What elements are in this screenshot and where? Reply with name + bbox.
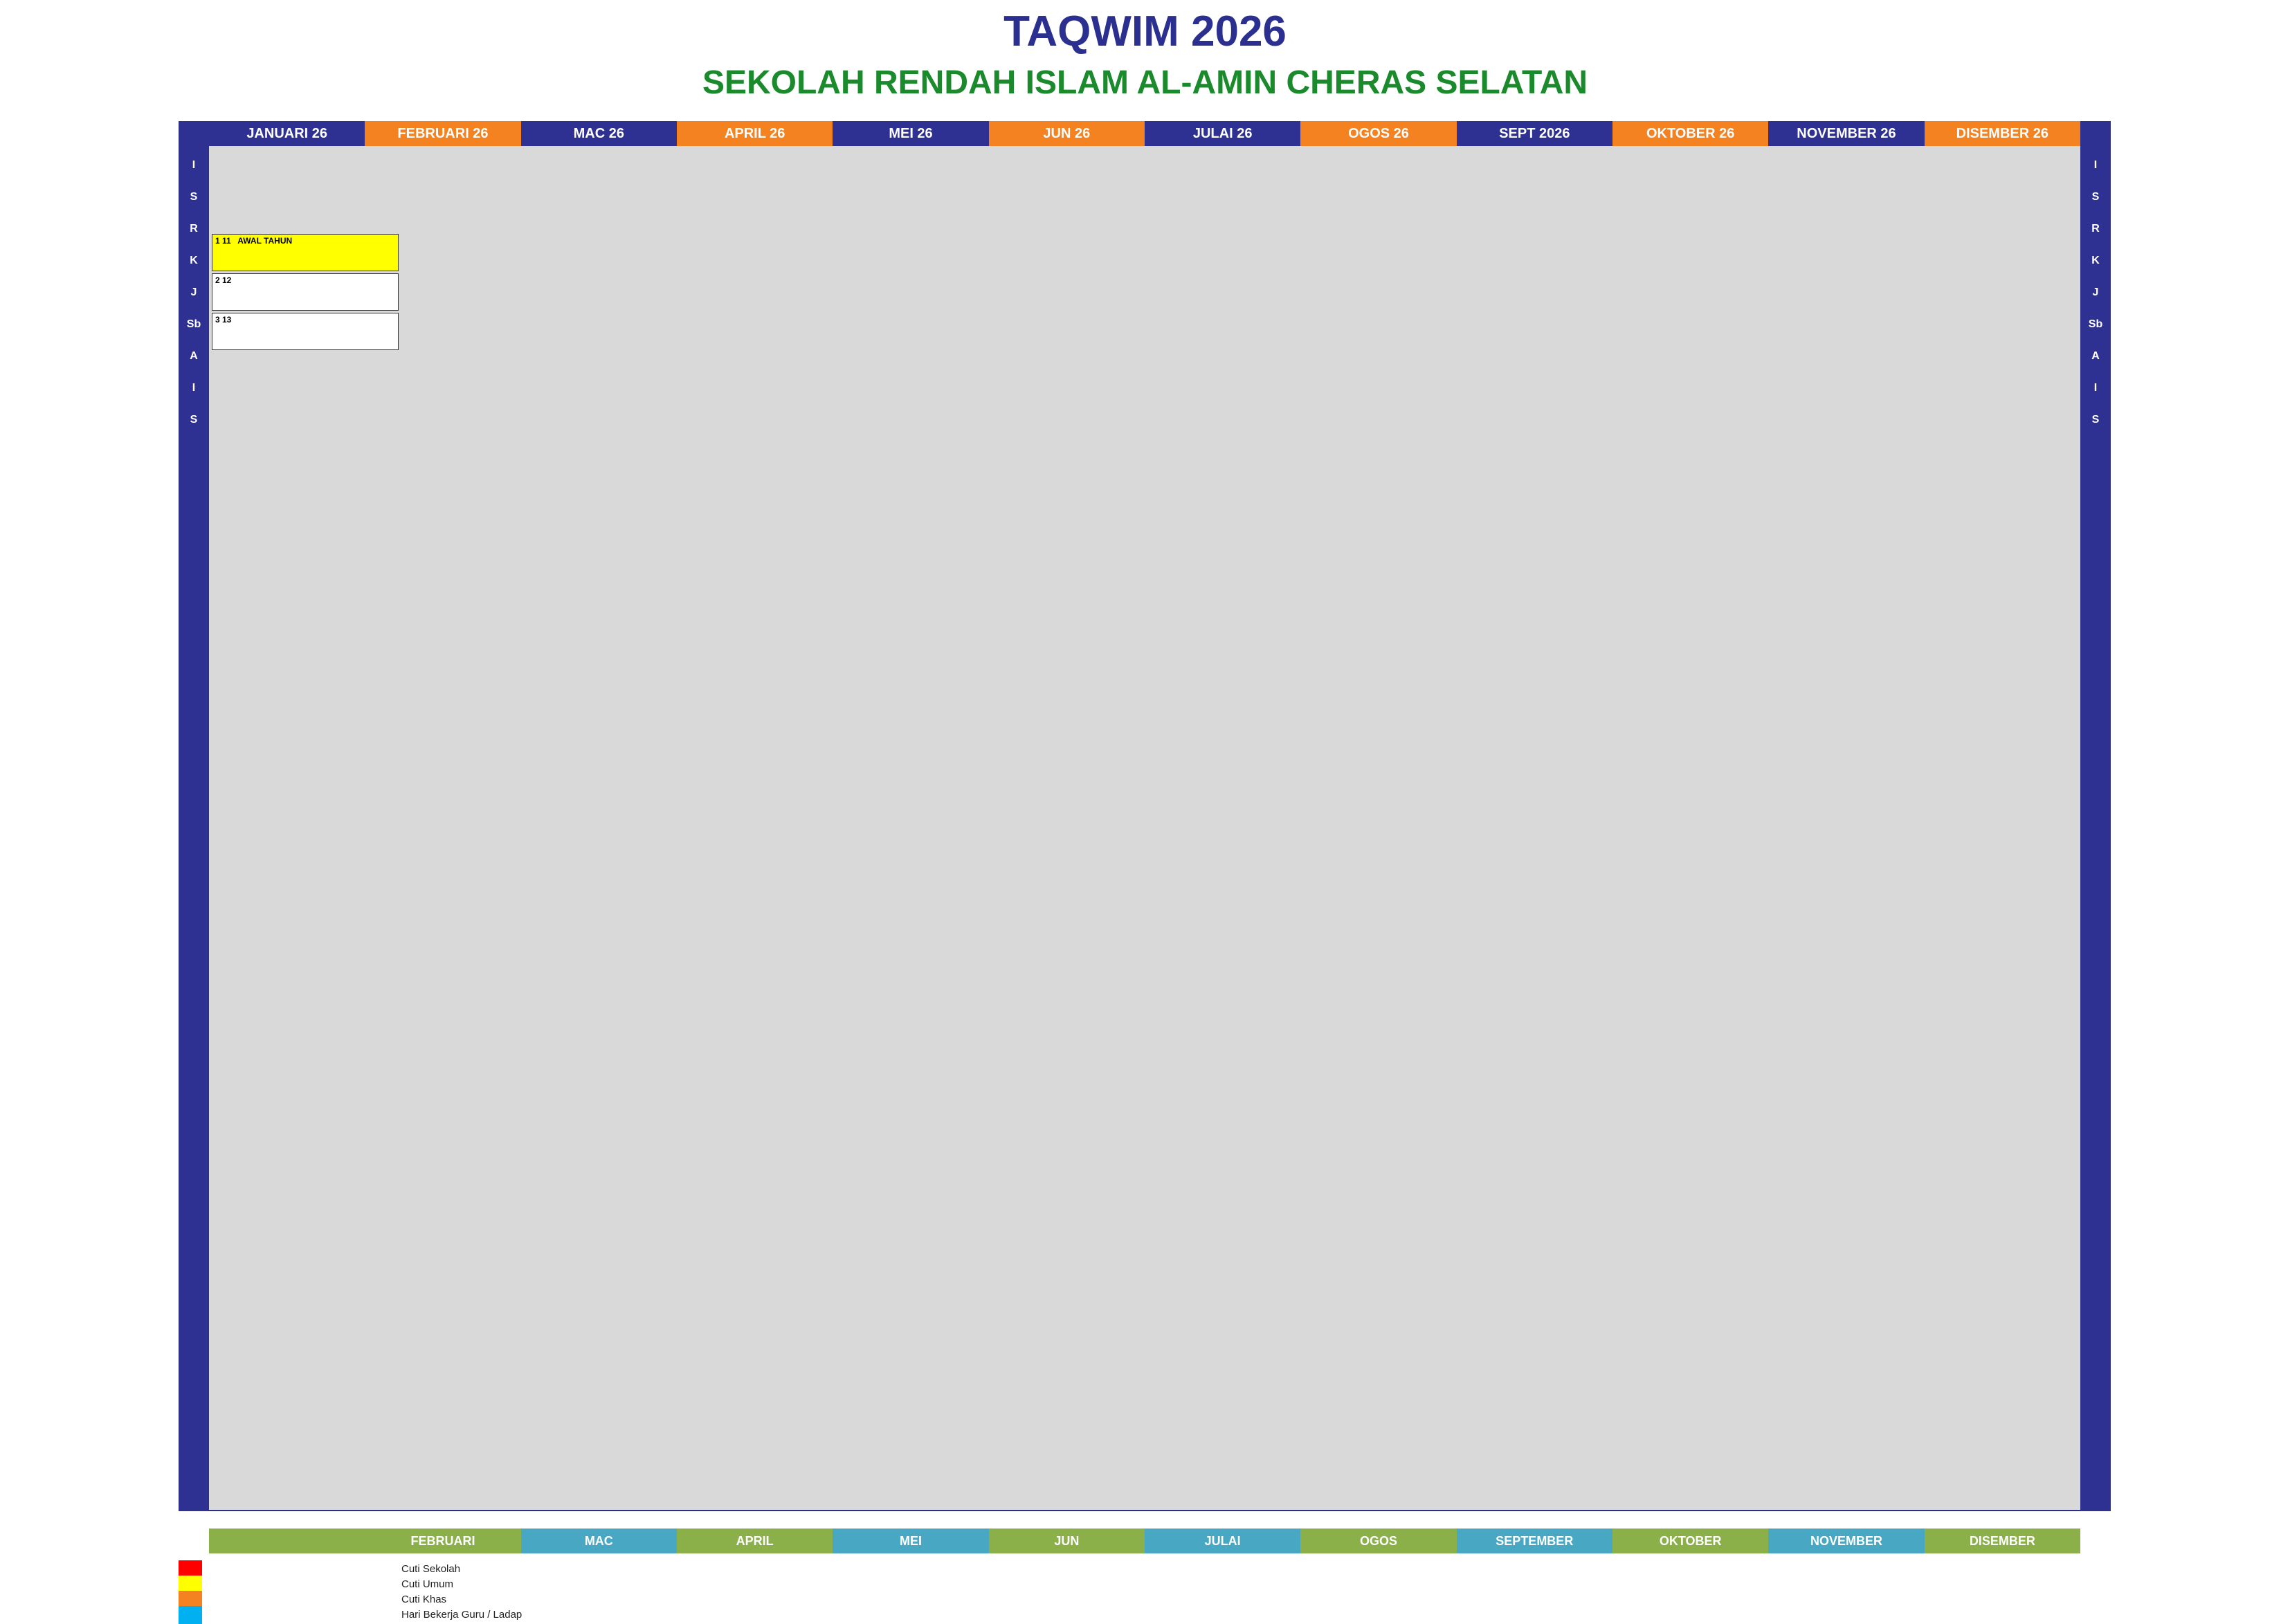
- day-label-4: J: [190, 286, 197, 298]
- day-label-1: S: [190, 191, 198, 203]
- day-label-3: K: [2091, 255, 2100, 266]
- day-label-8: S: [190, 414, 198, 426]
- month-footer-5: JUN: [989, 1529, 1145, 1553]
- month-footer-6: JULAI: [1145, 1529, 1300, 1553]
- month-footer-9: OKTOBER: [1612, 1529, 1768, 1553]
- calendar-frame: [179, 121, 2084, 1511]
- page-subtitle: SEKOLAH RENDAH ISLAM AL-AMIN CHERAS SELATAN: [702, 64, 1588, 101]
- day-label-5: Sb: [186, 318, 201, 330]
- month-footer-3: APRIL: [677, 1529, 833, 1553]
- jan-day-2: 2 12: [212, 273, 399, 311]
- legend-label-3: Hari Bekerja Guru / Ladap: [401, 1609, 522, 1621]
- month-header-5: JUN 26: [989, 121, 1145, 146]
- day-label-8: S: [2091, 414, 2100, 426]
- month-header-9: OKTOBER 26: [1612, 121, 1768, 146]
- month-header-3: APRIL 26: [677, 121, 833, 146]
- day-label-0: I: [2093, 159, 2098, 171]
- day-label-4: J: [2092, 286, 2099, 298]
- day-label-5: Sb: [2088, 318, 2103, 330]
- day-label-6: A: [190, 350, 198, 362]
- month-footer-11: DISEMBER: [1925, 1529, 2080, 1553]
- day-label-2: R: [2091, 223, 2100, 235]
- day-label-7: I: [192, 382, 196, 394]
- month-header-7: OGOS 26: [1300, 121, 1456, 146]
- legend-swatch-3: [179, 1606, 202, 1624]
- jan-day-1: 1 11 AWAL TAHUN: [212, 234, 399, 271]
- month-footer-7: OGOS: [1300, 1529, 1456, 1553]
- month-footer-4: MEI: [833, 1529, 988, 1553]
- day-label-7: I: [2093, 382, 2098, 394]
- month-header-6: JULAI 26: [1145, 121, 1300, 146]
- month-footer-2: MAC: [521, 1529, 677, 1553]
- legend-label-1: Cuti Umum: [401, 1578, 454, 1590]
- legend-label-2: Cuti Khas: [401, 1594, 447, 1605]
- month-footer-0: [209, 1529, 365, 1553]
- month-header-0: JANUARI 26: [209, 121, 365, 146]
- day-label-2: R: [190, 223, 198, 235]
- month-footer-10: NOVEMBER: [1768, 1529, 1924, 1553]
- month-header-2: MAC 26: [521, 121, 677, 146]
- month-footer-1: FEBRUARI: [365, 1529, 520, 1553]
- day-label-1: S: [2091, 191, 2100, 203]
- page-title: TAQWIM 2026: [1003, 8, 1287, 55]
- month-header-4: MEI 26: [833, 121, 988, 146]
- month-header-10: NOVEMBER 26: [1768, 121, 1924, 146]
- legend-label-0: Cuti Sekolah: [401, 1563, 461, 1575]
- month-header-1: FEBRUARI 26: [365, 121, 520, 146]
- month-footer-8: SEPTEMBER: [1457, 1529, 1612, 1553]
- month-header-8: SEPT 2026: [1457, 121, 1612, 146]
- jan-day-3: 3 13: [212, 313, 399, 350]
- day-label-6: A: [2091, 350, 2100, 362]
- day-label-3: K: [190, 255, 198, 266]
- month-header-11: DISEMBER 26: [1925, 121, 2080, 146]
- day-label-0: I: [192, 159, 196, 171]
